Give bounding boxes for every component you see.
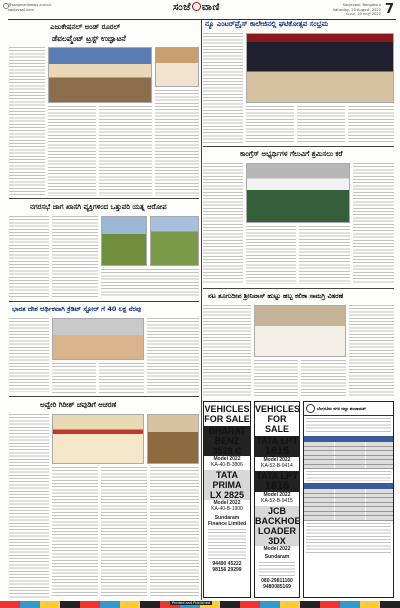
ad1-reg-1: KA-40-B-3806 xyxy=(211,462,243,468)
divider-1 xyxy=(9,198,199,199)
story-6-column-1 xyxy=(9,414,49,598)
masthead-date-kn: ಶನಿವಾರ, 20 ಆಗಸ್ಟ್ 2022 xyxy=(345,12,381,17)
story-4-column-3 xyxy=(101,269,199,298)
vehicle-sale-ad-2 xyxy=(254,401,300,598)
ad2-brand-3: JCB xyxy=(267,506,286,516)
ad2-reg-2: KA-52-B-9415 xyxy=(261,498,293,504)
story-7-column-4 xyxy=(349,305,394,397)
story-1-column-4 xyxy=(155,90,199,196)
story-2-column-4 xyxy=(348,106,394,144)
ad2-year-2: Model 2022 xyxy=(263,492,291,498)
page-number: 7 xyxy=(384,2,394,17)
story-5-column-2 xyxy=(52,363,96,393)
story-6-column-2 xyxy=(52,467,98,598)
headline-5: ಭಾರತ ದೇಶ ಆರ್ಥಿಕವಾಗಿ ಕ್ರೆಡಿಟ್ ಸ್ಟೋರ್ ಗೆ 40 ಲಕ್ಷ ನೆರವು xyxy=(12,305,142,313)
ad2-title-1: VEHICLES xyxy=(255,404,301,414)
paper-name xyxy=(173,2,220,13)
column-divider xyxy=(201,20,202,600)
ad2-model-1: 1816 xyxy=(264,445,290,457)
story-6-photo-1 xyxy=(52,414,144,464)
ad2-phone-1: 080-29811160 xyxy=(261,578,293,584)
headline-4: ನಗರಸಭೆ ಜಾಗ ಖಾಸಗಿ ವ್ಯಕ್ತಿಗಳಿಂದ ಒತ್ತುವರಿ ಯತ್ನ ಆರೋಪ xyxy=(30,203,167,211)
headline-6: ಅವ್ವೇರಿ ಗಿರೀಶ್ ಚವುಡಿಗೆ ಆಚರಣೆ xyxy=(40,401,117,409)
headline-1-line1: ಎಜುಕೇಷನಲ್ ಅಂಡ್ ರೂರಲ್ xyxy=(50,23,121,31)
masthead xyxy=(8,2,396,20)
ad1-title-2: FOR SALE xyxy=(204,414,250,424)
ad1-year-2: Model 2022 xyxy=(213,500,241,506)
masthead-date-en: Saturday, 20 August, 2022 xyxy=(332,7,381,12)
story-2-column-2 xyxy=(246,106,294,144)
ad1-brand-1: BHARAT xyxy=(208,426,246,436)
story-6-photo-2 xyxy=(147,414,199,464)
ad1-model-1: 3528 C xyxy=(212,446,242,456)
ad2-title-2: FOR SALE xyxy=(264,414,289,434)
story-2-column-1 xyxy=(203,33,243,143)
story-5-column-3 xyxy=(99,363,144,393)
ad2-company: Sundaram xyxy=(264,554,290,560)
ad1-phone-1: 94490 45222 xyxy=(212,561,242,567)
ad2-model-2: 1816 xyxy=(264,480,290,492)
divider-2 xyxy=(9,301,199,302)
paper-name-part2: ವಾಣಿ xyxy=(201,2,220,13)
ad1-company-2: Finance Limited xyxy=(207,521,247,527)
story-3-column-1 xyxy=(203,163,243,283)
story-2-column-3 xyxy=(297,106,345,144)
masthead-left xyxy=(8,3,51,12)
paper-logo-icon xyxy=(192,2,201,11)
story-3-column-4 xyxy=(353,163,394,283)
story-5-photo xyxy=(52,318,144,360)
masthead-right xyxy=(293,3,381,17)
ad1-reg-2: KA-40-B-1900 xyxy=(211,506,243,512)
ad1-brand-4: PRIMA xyxy=(212,480,242,490)
ad2-year-3: Model 2022 xyxy=(263,546,291,552)
divider-3 xyxy=(9,396,199,397)
paper-name-part1: ಸಂಜೆ xyxy=(173,2,191,13)
ad2-year-1: Model 2022 xyxy=(263,457,291,463)
story-2-photo xyxy=(246,33,394,103)
story-1-column-3 xyxy=(99,106,152,196)
tender-note-2 xyxy=(306,523,391,553)
ad2-brand-4: BACKHOE xyxy=(255,516,301,526)
headline-1-line2: ಡೆವಲಪ್ಮೆಂಟ್ ಟ್ರಸ್ಟ್ ಉದ್ಘಾಟನೆ xyxy=(52,34,126,43)
story-4-photo-1 xyxy=(101,216,147,266)
story-1-column-1 xyxy=(9,47,45,195)
story-6-column-3 xyxy=(101,467,147,598)
ad2-brand-1: TATA LPT xyxy=(256,436,298,446)
ad2-brand-5: LOADER xyxy=(258,526,296,536)
ad1-title-1: VEHICLES xyxy=(204,404,250,414)
story-1-photo xyxy=(48,47,152,103)
government-emblem-icon xyxy=(306,404,315,413)
masthead-social: @sanjevaninews ಸಂಜೆವಾಣಿ xyxy=(8,3,52,7)
story-5-column-1 xyxy=(9,318,49,392)
table-row xyxy=(304,465,393,470)
ad2-reg-1: KA-52-B-9414 xyxy=(261,463,293,469)
headline-2: ನ್ಯೂ ಎಂಟರ್‌ಪ್ರೈಸ್ ಕಾಲೇಜಿನಲ್ಲಿ ಘಟಿಕೋತ್ಸವ ಸಂಭ್ರಮ xyxy=(205,20,329,28)
story-1-column-2 xyxy=(48,106,96,196)
ad1-year-1: Model 2022 xyxy=(213,456,241,462)
vehicle-sale-ad-1 xyxy=(203,401,251,598)
table-row xyxy=(304,516,393,521)
story-3-column-3 xyxy=(299,226,350,284)
ad1-model-2: LX 2825 xyxy=(209,490,245,500)
story-5-column-4 xyxy=(147,318,199,393)
story-3-column-2 xyxy=(246,226,296,284)
ad1-brand-3: TATA xyxy=(216,470,238,480)
story-4-column-2 xyxy=(52,216,98,298)
story-7-column-3 xyxy=(301,360,346,397)
story-1-side-photo xyxy=(155,47,199,87)
ad1-phone-2: 98156 29299 xyxy=(212,567,242,573)
tender-note-1 xyxy=(306,471,391,481)
divider-4 xyxy=(203,288,394,289)
headline-7: ನಟ ತೂಗುದೀಪ ಶ್ರೀನಿವಾಸ್ ಹುಟ್ಟು ಹಬ್ಬ ಕಲಿಕಾ ಸಾಮಗ್ರಿ ವಿತರಣೆ xyxy=(208,292,344,300)
story-7-photo xyxy=(254,305,346,357)
tender-header xyxy=(304,402,393,416)
ad2-phone-2: 9480085169 xyxy=(263,584,291,590)
ad1-brand-2: BENZ xyxy=(214,436,240,446)
story-6-column-4 xyxy=(150,467,199,598)
tender-title: ಬೆಂಗಳೂರು ನಗರ ಜಿಲ್ಲಾ ಪಂಚಾಯತ್ xyxy=(317,406,366,411)
tender-notice xyxy=(303,401,394,598)
story-4-photo-2 xyxy=(150,216,199,266)
headline-3: ಕಾಂಗ್ರೆಸ್ ಅಭ್ಯರ್ಥಿಗಳ ಗೆಲುವಿಗೆ ಶ್ರಮಿಸಲು ಕರೆ xyxy=(240,150,343,158)
ad1-company-1: Sundaram xyxy=(214,515,240,521)
story-7-column-2 xyxy=(254,360,298,397)
ad2-brand-2: TATA LPT xyxy=(256,471,298,481)
story-3-photo xyxy=(246,163,350,223)
masthead-edition: Sanjevani, Bengaluru xyxy=(342,3,381,7)
story-4-column-1 xyxy=(9,216,49,298)
masthead-website: sanjevani.com xyxy=(8,7,34,12)
tender-intro xyxy=(306,418,391,434)
footer-text: Printed and Published xyxy=(172,601,211,605)
divider-5 xyxy=(203,146,394,147)
story-7-column-1 xyxy=(203,305,251,397)
ad2-model-3: 3DX xyxy=(268,536,286,546)
